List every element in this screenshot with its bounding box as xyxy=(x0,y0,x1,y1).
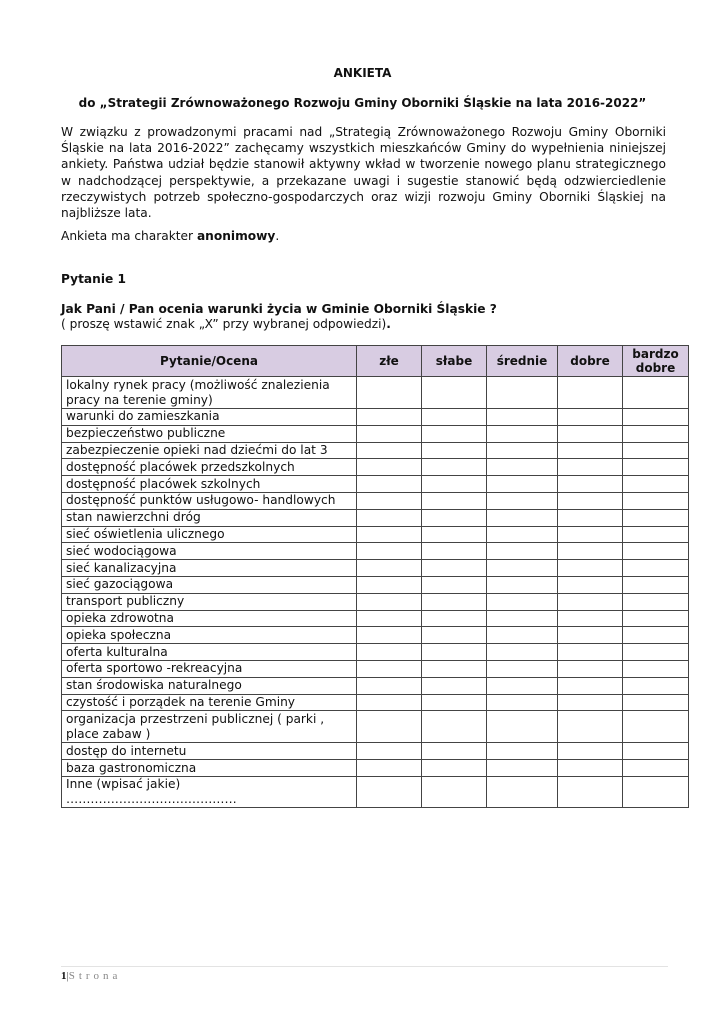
table-row xyxy=(62,627,689,644)
rating-cell-weak[interactable] xyxy=(422,610,487,627)
table-body xyxy=(62,377,689,808)
rating-cell-good[interactable] xyxy=(558,409,623,426)
rating-cell-good[interactable] xyxy=(558,560,623,577)
table-row xyxy=(62,610,689,627)
rating-cell-average[interactable] xyxy=(487,543,558,560)
rating-cell-good[interactable] xyxy=(558,760,623,777)
rating-cell-very-good[interactable] xyxy=(623,442,689,459)
rating-cell-average[interactable] xyxy=(487,776,558,807)
rating-cell-bad[interactable] xyxy=(357,760,422,777)
rating-cell-weak[interactable] xyxy=(422,593,487,610)
rating-cell-average[interactable] xyxy=(487,627,558,644)
rating-cell-very-good[interactable] xyxy=(623,476,689,493)
rating-cell-bad[interactable] xyxy=(357,459,422,476)
question-hint-text: ( proszę wstawić znak „X” przy wybranej odpowiedzi) xyxy=(61,317,387,331)
table-row xyxy=(62,743,689,760)
table-row xyxy=(62,476,689,493)
rating-cell-weak[interactable] xyxy=(422,677,487,694)
rating-cell-weak[interactable] xyxy=(422,576,487,593)
footer-divider xyxy=(61,966,668,967)
row-label: Inne (wpisać jakie) …………………………………… xyxy=(62,776,357,807)
column-header-question: Pytanie/Ocena xyxy=(62,346,357,377)
rating-cell-average[interactable] xyxy=(487,711,558,743)
rating-cell-very-good[interactable] xyxy=(623,560,689,577)
rating-cell-average[interactable] xyxy=(487,660,558,677)
rating-cell-good[interactable] xyxy=(558,442,623,459)
table-row xyxy=(62,677,689,694)
rating-cell-weak[interactable] xyxy=(422,526,487,543)
table-row xyxy=(62,660,689,677)
rating-cell-bad[interactable] xyxy=(357,476,422,493)
row-label: sieć wodociągowa xyxy=(62,543,357,560)
rating-cell-average[interactable] xyxy=(487,760,558,777)
rating-cell-very-good[interactable] xyxy=(623,593,689,610)
rating-cell-average[interactable] xyxy=(487,409,558,426)
rating-cell-good[interactable] xyxy=(558,593,623,610)
row-label: stan nawierzchni dróg xyxy=(62,509,357,526)
column-header-weak: słabe xyxy=(422,346,487,377)
rating-cell-average[interactable] xyxy=(487,743,558,760)
row-label: transport publiczny xyxy=(62,593,357,610)
row-label: warunki do zamieszkania xyxy=(62,409,357,426)
row-label: stan środowiska naturalnego xyxy=(62,677,357,694)
rating-cell-very-good[interactable] xyxy=(623,459,689,476)
row-label: lokalny rynek pracy (możliwość znalezienia pracy na terenie gminy) xyxy=(62,377,357,409)
rating-cell-average[interactable] xyxy=(487,677,558,694)
rating-cell-average[interactable] xyxy=(487,610,558,627)
table-row xyxy=(62,760,689,777)
rating-cell-average[interactable] xyxy=(487,492,558,509)
rating-cell-very-good[interactable] xyxy=(623,610,689,627)
rating-cell-very-good[interactable] xyxy=(623,644,689,661)
rating-cell-weak[interactable] xyxy=(422,377,487,409)
rating-cell-good[interactable] xyxy=(558,576,623,593)
rating-cell-average[interactable] xyxy=(487,560,558,577)
intro-paragraph: W związku z prowadzonymi pracami nad „Strategią Zrównoważonego Rozwoju Gminy Oborniki Śląskie na lata 2016-2022” zachęcamy wszystkich mieszkańców Gminy do wypełnienia niniejszej ankiety. Państwa udział będzie stanowił aktywny wkład w tworzenie nowego planu strategicznego w nadchodzącej perspektywie, a przekazane uwagi i sugestie stanowić będą odzwierciedlenie rzeczywistych potrzeb społeczno-gospodarczych oraz wizji rozwoju Gminy Oborniki Śląskiej na najbliższe lata. xyxy=(61,125,666,221)
table-row xyxy=(62,576,689,593)
rating-cell-good[interactable] xyxy=(558,711,623,743)
table-row xyxy=(62,377,689,409)
rating-cell-bad[interactable] xyxy=(357,644,422,661)
table-header-row xyxy=(62,346,689,377)
rating-cell-good[interactable] xyxy=(558,377,623,409)
rating-cell-good[interactable] xyxy=(558,425,623,442)
row-label: bezpieczeństwo publiczne xyxy=(62,425,357,442)
rating-cell-bad[interactable] xyxy=(357,694,422,711)
document-subtitle: do „Strategii Zrównoważonego Rozwoju Gminy Oborniki Śląskie na lata 2016-2022” xyxy=(78,96,647,110)
page-footer xyxy=(61,970,121,982)
rating-cell-bad[interactable] xyxy=(357,526,422,543)
rating-cell-average[interactable] xyxy=(487,576,558,593)
row-label: organizacja przestrzeni publicznej ( parki , place zabaw ) xyxy=(62,711,357,743)
row-label: sieć oświetlenia ulicznego xyxy=(62,526,357,543)
page-word: Strona xyxy=(68,970,122,982)
table-row xyxy=(62,425,689,442)
table-row xyxy=(62,543,689,560)
rating-cell-very-good[interactable] xyxy=(623,711,689,743)
row-label: dostępność punktów usługowo- handlowych xyxy=(62,492,357,509)
row-label: czystość i porządek na terenie Gminy xyxy=(62,694,357,711)
table-row xyxy=(62,459,689,476)
row-label: dostępność placówek przedszkolnych xyxy=(62,459,357,476)
table-row xyxy=(62,644,689,661)
table-row xyxy=(62,442,689,459)
rating-cell-very-good[interactable] xyxy=(623,776,689,807)
table-row xyxy=(62,694,689,711)
rating-cell-weak[interactable] xyxy=(422,459,487,476)
row-label: opieka społeczna xyxy=(62,627,357,644)
table-row xyxy=(62,492,689,509)
rating-cell-average[interactable] xyxy=(487,593,558,610)
row-label: opieka zdrowotna xyxy=(62,610,357,627)
row-label: oferta kulturalna xyxy=(62,644,357,661)
rating-cell-average[interactable] xyxy=(487,526,558,543)
anonymity-note xyxy=(61,229,279,243)
rating-cell-very-good[interactable] xyxy=(623,377,689,409)
rating-cell-good[interactable] xyxy=(558,776,623,807)
rating-cell-very-good[interactable] xyxy=(623,425,689,442)
rating-cell-good[interactable] xyxy=(558,543,623,560)
rating-cell-weak[interactable] xyxy=(422,627,487,644)
row-label: dostępność placówek szkolnych xyxy=(62,476,357,493)
rating-cell-very-good[interactable] xyxy=(623,760,689,777)
rating-cell-weak[interactable] xyxy=(422,711,487,743)
rating-cell-bad[interactable] xyxy=(357,409,422,426)
rating-cell-bad[interactable] xyxy=(357,425,422,442)
rating-cell-very-good[interactable] xyxy=(623,409,689,426)
rating-cell-good[interactable] xyxy=(558,526,623,543)
rating-cell-weak[interactable] xyxy=(422,476,487,493)
table-row xyxy=(62,560,689,577)
rating-cell-weak[interactable] xyxy=(422,776,487,807)
row-label: dostęp do internetu xyxy=(62,743,357,760)
rating-cell-very-good[interactable] xyxy=(623,677,689,694)
question-hint xyxy=(61,317,391,331)
rating-cell-weak[interactable] xyxy=(422,409,487,426)
rating-cell-weak[interactable] xyxy=(422,560,487,577)
question-label: Pytanie 1 xyxy=(61,272,126,286)
rating-cell-average[interactable] xyxy=(487,509,558,526)
row-label: zabezpieczenie opieki nad dziećmi do lat 3 xyxy=(62,442,357,459)
rating-cell-weak[interactable] xyxy=(422,644,487,661)
rating-cell-average[interactable] xyxy=(487,377,558,409)
rating-cell-bad[interactable] xyxy=(357,660,422,677)
rating-cell-very-good[interactable] xyxy=(623,543,689,560)
row-label: sieć gazociągowa xyxy=(62,576,357,593)
rating-cell-bad[interactable] xyxy=(357,593,422,610)
rating-table xyxy=(61,345,689,808)
document-title: ANKIETA xyxy=(333,66,392,80)
rating-cell-good[interactable] xyxy=(558,627,623,644)
rating-cell-weak[interactable] xyxy=(422,660,487,677)
rating-cell-bad[interactable] xyxy=(357,743,422,760)
question-hint-end: . xyxy=(386,317,391,331)
table-row xyxy=(62,593,689,610)
anonymity-prefix: Ankieta ma charakter xyxy=(61,229,197,243)
rating-cell-bad[interactable] xyxy=(357,576,422,593)
rating-cell-very-good[interactable] xyxy=(623,743,689,760)
column-header-bad: złe xyxy=(357,346,422,377)
rating-cell-weak[interactable] xyxy=(422,492,487,509)
table-row xyxy=(62,409,689,426)
column-header-good: dobre xyxy=(558,346,623,377)
rating-cell-bad[interactable] xyxy=(357,627,422,644)
rating-cell-weak[interactable] xyxy=(422,694,487,711)
rating-cell-average[interactable] xyxy=(487,476,558,493)
rating-cell-very-good[interactable] xyxy=(623,509,689,526)
rating-cell-weak[interactable] xyxy=(422,442,487,459)
rating-cell-average[interactable] xyxy=(487,425,558,442)
rating-cell-good[interactable] xyxy=(558,644,623,661)
rating-cell-bad[interactable] xyxy=(357,442,422,459)
rating-cell-good[interactable] xyxy=(558,492,623,509)
rating-cell-weak[interactable] xyxy=(422,743,487,760)
anonymity-suffix: . xyxy=(275,229,280,243)
rating-cell-good[interactable] xyxy=(558,677,623,694)
anonymity-bold: anonimowy xyxy=(196,229,276,243)
row-label: sieć kanalizacyjna xyxy=(62,560,357,577)
question-text: Jak Pani / Pan ocenia warunki życia w Gminie Oborniki Śląskie ? xyxy=(61,302,497,316)
rating-cell-good[interactable] xyxy=(558,459,623,476)
rating-cell-average[interactable] xyxy=(487,459,558,476)
table-row xyxy=(62,526,689,543)
column-header-very-good: bardzo dobre xyxy=(623,346,689,377)
rating-cell-very-good[interactable] xyxy=(623,694,689,711)
rating-cell-good[interactable] xyxy=(558,660,623,677)
row-label: baza gastronomiczna xyxy=(62,760,357,777)
rating-cell-weak[interactable] xyxy=(422,543,487,560)
rating-cell-bad[interactable] xyxy=(357,492,422,509)
rating-cell-very-good[interactable] xyxy=(623,526,689,543)
rating-cell-very-good[interactable] xyxy=(623,660,689,677)
rating-cell-good[interactable] xyxy=(558,509,623,526)
column-header-average: średnie xyxy=(487,346,558,377)
rating-cell-weak[interactable] xyxy=(422,425,487,442)
rating-cell-average[interactable] xyxy=(487,694,558,711)
rating-cell-very-good[interactable] xyxy=(623,492,689,509)
rating-cell-bad[interactable] xyxy=(357,711,422,743)
table-row xyxy=(62,776,689,807)
rating-cell-average[interactable] xyxy=(487,442,558,459)
table-row xyxy=(62,711,689,743)
rating-cell-weak[interactable] xyxy=(422,760,487,777)
rating-cell-good[interactable] xyxy=(558,476,623,493)
rating-cell-bad[interactable] xyxy=(357,677,422,694)
rating-cell-bad[interactable] xyxy=(357,560,422,577)
rating-cell-average[interactable] xyxy=(487,644,558,661)
rating-cell-bad[interactable] xyxy=(357,543,422,560)
rating-cell-very-good[interactable] xyxy=(623,627,689,644)
rating-cell-good[interactable] xyxy=(558,694,623,711)
row-label: oferta sportowo -rekreacyjna xyxy=(62,660,357,677)
rating-cell-bad[interactable] xyxy=(357,610,422,627)
rating-cell-bad[interactable] xyxy=(357,509,422,526)
footer-separator: | xyxy=(66,970,69,982)
table-row xyxy=(62,509,689,526)
rating-cell-good[interactable] xyxy=(558,743,623,760)
rating-cell-good[interactable] xyxy=(558,610,623,627)
page-number: 1 xyxy=(61,970,67,982)
rating-cell-bad[interactable] xyxy=(357,776,422,807)
rating-cell-weak[interactable] xyxy=(422,509,487,526)
rating-cell-bad[interactable] xyxy=(357,377,422,409)
rating-cell-very-good[interactable] xyxy=(623,576,689,593)
